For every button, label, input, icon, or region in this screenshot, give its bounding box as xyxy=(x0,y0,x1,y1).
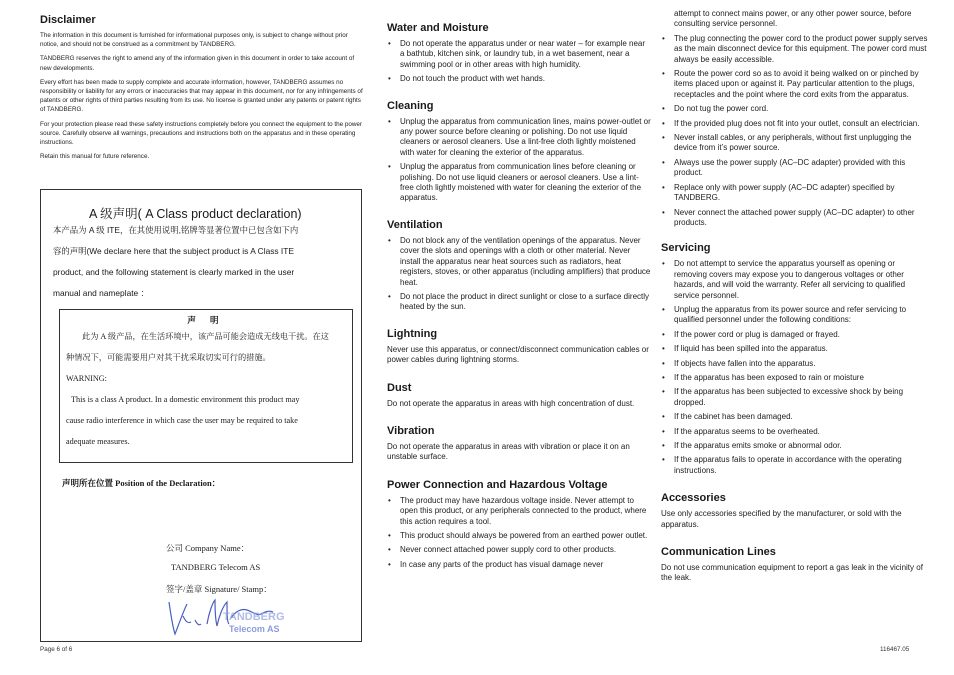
power-section xyxy=(387,479,651,570)
list-item: • If the provided plug does not fit into your outlet, consult an electrician. xyxy=(661,119,929,129)
safety-column-3 xyxy=(661,9,929,584)
warning-line: cause radio interference in which case the user may be required to take xyxy=(66,416,298,425)
communication-heading: Communication Lines xyxy=(661,546,776,559)
list-item: • If the apparatus emits smoke or abnormal odor. xyxy=(661,441,929,451)
declaration-title: A 级声明( A Class product declaration) xyxy=(89,207,302,221)
communication-section xyxy=(661,546,929,584)
disclaimer-section xyxy=(40,14,367,166)
disclaimer-paragraph: Every effort has been made to supply complete and accurate information, however, TANDBERG assumes no responsibility or liability for any errors or inaccuracies that may appear in this document, nor for any infringements of patents or other rights of third parties resulting from its use. No license is granted under any patents or patent rights of TANDBERG. xyxy=(40,78,363,114)
list-item: • Do not tug the power cord. xyxy=(661,104,929,114)
list-item: • Route the power cord so as to avoid it being walked on or pinched by items placed upon or against it. Pay particular attention to the plugs, receptacles and the point where the cord exits from the apparatus. xyxy=(661,69,929,100)
document-number: 116467.05 xyxy=(880,646,910,653)
signature-stamp-image xyxy=(161,594,301,638)
page-number: Page 6 of 6 xyxy=(40,646,73,653)
list-item: • Always use the power supply (AC–DC adapter) provided with this product. xyxy=(661,158,929,179)
list-item: • If the power cord or plug is damaged or frayed. xyxy=(661,330,929,340)
servicing-section xyxy=(661,242,929,476)
water-heading: Water and Moisture xyxy=(387,22,489,34)
svg-text:Telecom AS: Telecom AS xyxy=(229,624,280,634)
list-item: • Do not block any of the ventilation openings of the apparatus. Never cover the slots and openings with a cloth or other material. Never install the apparatus near heat sources such as radiators, heat registers, stoves, or other apparatus (including amplifiers) that produce heat. xyxy=(387,236,651,288)
vibration-text: Do not operate the apparatus in areas with vibration or place it on an unstable surface. xyxy=(387,441,630,462)
communication-text: Do not use communication equipment to report a gas leak in the vicinity of the leak. xyxy=(661,563,923,583)
declaration-line: 容的声明(We declare here that the subject product is A Class ITE xyxy=(53,246,294,256)
list-item: • Unplug the apparatus from its power source and refer servicing to qualified personnel under the following conditions: xyxy=(661,305,929,326)
lightning-heading: Lightning xyxy=(387,327,438,340)
ventilation-section xyxy=(387,219,651,313)
class-a-declaration-box xyxy=(40,189,362,642)
list-item: • Unplug the apparatus from communication lines, mains power-outlet or any power source before cleaning or polishing. Do not use liquid cleaners or aerosol cleaners. Use a lint-free cloth lightly moistened with water for cleaning the exterior of the apparatus. xyxy=(387,117,651,159)
lightning-text: Never use this apparatus, or connect/disconnect communication cables or power cables during lightning storms. xyxy=(387,344,649,365)
list-item: • The product may have hazardous voltage inside. Never attempt to open this product, or any peripherals connected to the product, where this action requires a tool. xyxy=(387,496,651,527)
dust-text: Do not operate the apparatus in areas with high concentration of dust. xyxy=(387,398,635,408)
cleaning-section xyxy=(387,100,651,204)
list-item: • If the apparatus seems to be overheated. xyxy=(661,427,929,437)
disclaimer-heading: Disclaimer xyxy=(40,14,96,26)
declaration-statement-box xyxy=(59,309,353,463)
warning-line: This is a class A product. In a domestic environment this product may xyxy=(71,395,300,404)
list-item: • This product should always be powered from an earthed power outlet. xyxy=(387,531,651,541)
disclaimer-paragraph: For your protection please read these safety instructions completely before you connect the equipment to the power source. Carefully observe all warnings, precautions and instructions both on the apparatus and in these operating instructions. xyxy=(40,120,363,147)
company-label: 公司 Company Name： xyxy=(166,543,250,553)
statement-cn-line: 此为 A 级产品，在生活环境中，该产品可能会造成无线电干扰。在这 xyxy=(82,332,329,341)
list-item: • If the apparatus has been exposed to rain or moisture xyxy=(661,373,929,383)
list-item: • Unplug the apparatus from communication lines before cleaning or polishing. Do not use liquid cleaners or aerosol cleaners. Use a lint-free cloth lightly moistened with water for cleaning the exterior of the apparatus. xyxy=(387,162,651,204)
lightning-section xyxy=(387,328,651,366)
list-item: • If the cabinet has been damaged. xyxy=(661,412,929,422)
list-item: • Do not place the product in direct sunlight or close to a surface directly heated by the sun. xyxy=(387,292,651,313)
accessories-section xyxy=(661,492,929,530)
disclaimer-paragraph: TANDBERG reserves the right to amend any of the information given in this document in order to take account of new developments. xyxy=(40,55,355,72)
list-item: • Never install cables, or any peripherals, without first unplugging the device from it’s power source. xyxy=(661,133,929,154)
list-item: • Replace only with power supply (AC–DC adapter) specified by TANDBERG. xyxy=(661,183,929,204)
power-heading: Power Connection and Hazardous Voltage xyxy=(387,478,608,491)
statement-cn-line: 种情况下，可能需要用户对其干扰采取切实可行的措施。 xyxy=(66,353,271,362)
dust-heading: Dust xyxy=(387,381,412,394)
dust-section xyxy=(387,382,651,409)
power-continued-text: attempt to connect mains power, or any other power source, before consulting service personnel. xyxy=(674,9,912,29)
list-item: • Do not operate the apparatus under or near water – for example near a bathtub, kitchen sink, or laundry tub, in a wet basement, near a swimming pool or in other areas with high humidity. xyxy=(387,39,651,70)
warning-line: adequate measures. xyxy=(66,437,130,446)
list-item: • If the apparatus has been subjected to excessive shock by being dropped. xyxy=(661,387,929,408)
water-section xyxy=(387,22,651,85)
statement-title: 声 明 xyxy=(187,315,225,325)
list-item: • If objects have fallen into the apparatus. xyxy=(661,359,929,369)
declaration-position-label: 声明所在位置 Position of the Declaration： xyxy=(62,478,221,488)
declaration-line: product, and the following statement is clearly marked in the user xyxy=(53,267,295,277)
signature-label: 签字/盖章 Signature/ Stamp： xyxy=(166,584,272,594)
cleaning-heading: Cleaning xyxy=(387,99,434,112)
list-item: • If the apparatus fails to operate in accordance with the operating instructions. xyxy=(661,455,929,476)
safety-column-2 xyxy=(387,14,651,574)
declaration-line: manual and nameplate ： xyxy=(53,288,149,298)
servicing-heading: Servicing xyxy=(661,242,711,255)
list-item: • If liquid has been spilled into the apparatus. xyxy=(661,344,929,354)
disclaimer-paragraph: Retain this manual for future reference. xyxy=(40,153,150,161)
list-item: • In case any parts of the product has visual damage never xyxy=(387,560,651,570)
ventilation-heading: Ventilation xyxy=(387,218,443,231)
list-item: • Do not attempt to service the apparatus yourself as opening or removing covers may expose you to dangerous voltages or other hazards, and will void the warranty. Refer all servicing to qualified service personnel. xyxy=(661,259,929,301)
company-name: TANDBERG Telecom AS xyxy=(171,562,261,572)
disclaimer-paragraph: The information in this document is furnished for informational purposes only, is subject to change without prior notice, and should not be construed as a commitment by TANDBERG. xyxy=(40,32,348,49)
accessories-heading: Accessories xyxy=(661,492,726,505)
vibration-heading: Vibration xyxy=(387,424,435,437)
vibration-section xyxy=(387,425,651,463)
warning-label: WARNING: xyxy=(66,374,107,383)
svg-text:TANDBERG: TANDBERG xyxy=(223,611,285,623)
list-item: • Do not touch the product with wet hands. xyxy=(387,74,651,84)
declaration-line: 本产品为 A 级 ITE，在其使用说明,铭牌等显著位置中已包含如下内 xyxy=(53,225,299,235)
list-item: • The plug connecting the power cord to the product power supply serves as the main disconnect device for this equipment. The power cord must always be easily accessible. xyxy=(661,34,929,65)
accessories-text: Use only accessories specified by the manufacturer, or sold with the apparatus. xyxy=(661,509,902,529)
list-item: • Never connect the attached power supply (AC–DC adapter) to other products. xyxy=(661,208,929,229)
list-item: • Never connect attached power supply cord to other products. xyxy=(387,545,651,555)
